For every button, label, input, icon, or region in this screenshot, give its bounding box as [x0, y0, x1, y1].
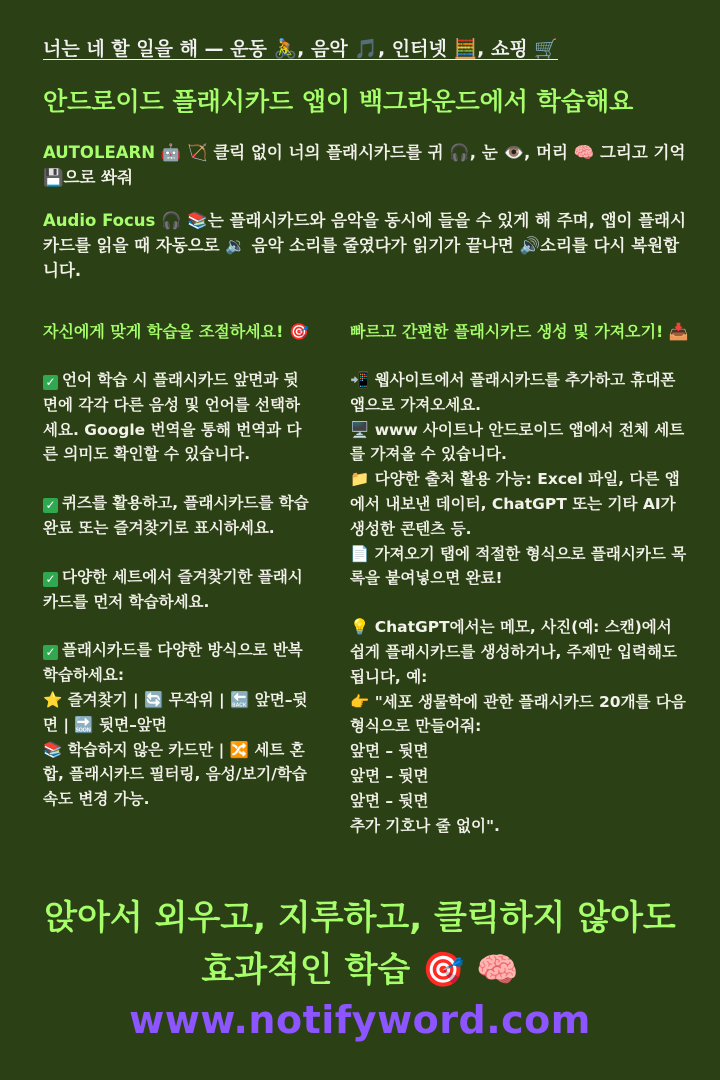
repeat-modes-line: ⭐ 즐겨찾기 | 🔄 무작위 | 🔙 앞면–뒷면 | 🔜 뒷면–앞면	[43, 690, 308, 734]
right-item-chatgpt: 💡 ChatGPT에서는 메모, 사진(예: 스캔)에서 쉽게 플래시카드를 생성하거나, 주제만 입력해도 됩니다, 예:	[350, 618, 677, 686]
autolearn-paragraph	[43, 140, 690, 190]
right-column-title: 빠르고 간편한 플래시카드 생성 및 가져오기! 📥	[350, 322, 689, 341]
audio-focus-paragraph	[43, 208, 690, 283]
left-column	[43, 318, 313, 812]
autolearn-text: 🤖 🏹 클릭 없이 너의 플래시카드를 귀 🎧, 눈 👁️, 머리 🧠 그리고 기억 💾으로 쏴줘	[43, 143, 686, 187]
left-bullet-1: ✓ 언어 학습 시 플래시카드 앞면과 뒷면에 각각 다른 음성 및 언어를 선택하세요. Google 번역을 통해 번역과 다른 의미도 확인할 수 있습니다.	[43, 371, 302, 464]
prompt-end-line: 추가 기호나 줄 없이".	[350, 816, 500, 835]
right-item-website: 📲 웹사이트에서 플래시카드를 추가하고 휴대폰 앱으로 가져오세요.	[350, 371, 676, 414]
right-block-sources	[350, 368, 690, 591]
right-item-sources: 📁 다양한 출처 활용 가능: Excel 파일, 다른 앱에서 내보낸 데이터, ChatGPT 또는 기타 AI가 생성한 콘텐츠 등.	[350, 470, 680, 538]
check-icon: ✓	[43, 645, 58, 660]
footer-slogan	[0, 892, 720, 996]
left-column-title: 자신에게 맞게 학습을 조절하세요! 🎯	[43, 322, 309, 341]
footer-slogan-line-1: 앉아서 외우고, 지루하고, 클릭하지 않아도	[44, 898, 676, 938]
right-item-paste: 📄 가져오기 탭에 적절한 형식으로 플래시카드 목록을 붙여넣으면 완료!	[350, 544, 687, 588]
check-icon: ✓	[43, 375, 58, 390]
right-block-chatgpt	[350, 615, 690, 838]
right-item-prompt: 👉 "세포 생물학에 관한 플래시카드 20개를 다음 형식으로 만들어줘:	[350, 692, 686, 736]
prompt-format-line: 앞면 – 뒷면	[350, 742, 429, 761]
left-bullet-3: ✓ 다양한 세트에서 즐겨찾기한 플래시카드를 먼저 학습하세요.	[43, 567, 303, 611]
check-icon: ✓	[43, 572, 58, 587]
autolearn-keyword: AUTOLEARN	[43, 143, 156, 162]
website-url[interactable]: www.notifyword.com	[129, 998, 591, 1042]
left-bullet-4: ✓ 플래시카드를 다양한 방식으로 반복 학습하세요: ⭐ 즐겨찾기 | 🔄 무작위 | 🔙 앞면–뒷면 | 🔜 뒷면–앞면 📚 학습하지 않은 카드만 | 🔀 세트 혼합, 플래시카드 필터링, 음성/보기/학습 속도 변경 가능.	[43, 641, 308, 809]
audio-focus-text: 🎧 📚는 플래시카드와 음악을 동시에 들을 수 있게 해 주며, 앱이 플래시카드를 읽을 때 자동으로 🔉 음악 소리를 줄였다가 읽기가 끝나면 🔊소리를 다시 복원합니다.	[43, 211, 687, 280]
prompt-format-line: 앞면 – 뒷면	[350, 791, 429, 810]
left-bullet-2: ✓ 퀴즈를 활용하고, 플래시카드를 학습 완료 또는 즐겨찾기로 표시하세요.	[43, 494, 309, 537]
audio-focus-keyword: Audio Focus	[43, 211, 156, 230]
prompt-format-line: 앞면 – 뒷면	[350, 766, 429, 785]
check-icon: ✓	[43, 498, 58, 513]
intro-line: 너는 네 할 일을 해 — 운동 🚴, 음악 🎵, 인터넷 🧮, 쇼핑 🛒	[43, 38, 558, 60]
filter-options-line: 📚 학습하지 않은 카드만 | 🔀 세트 혼합, 플래시카드 필터링, 음성/보기/학습 속도 변경 가능.	[43, 740, 307, 809]
headline: 안드로이드 플래시카드 앱이 백그라운드에서 학습해요	[43, 87, 634, 116]
right-item-import-set: 🖥️ www 사이트나 안드로이드 앱에서 전체 세트를 가져올 수 있습니다.	[350, 420, 685, 464]
footer-slogan-line-2: 효과적인 학습 🎯 🧠	[201, 950, 519, 990]
right-column	[350, 318, 690, 838]
